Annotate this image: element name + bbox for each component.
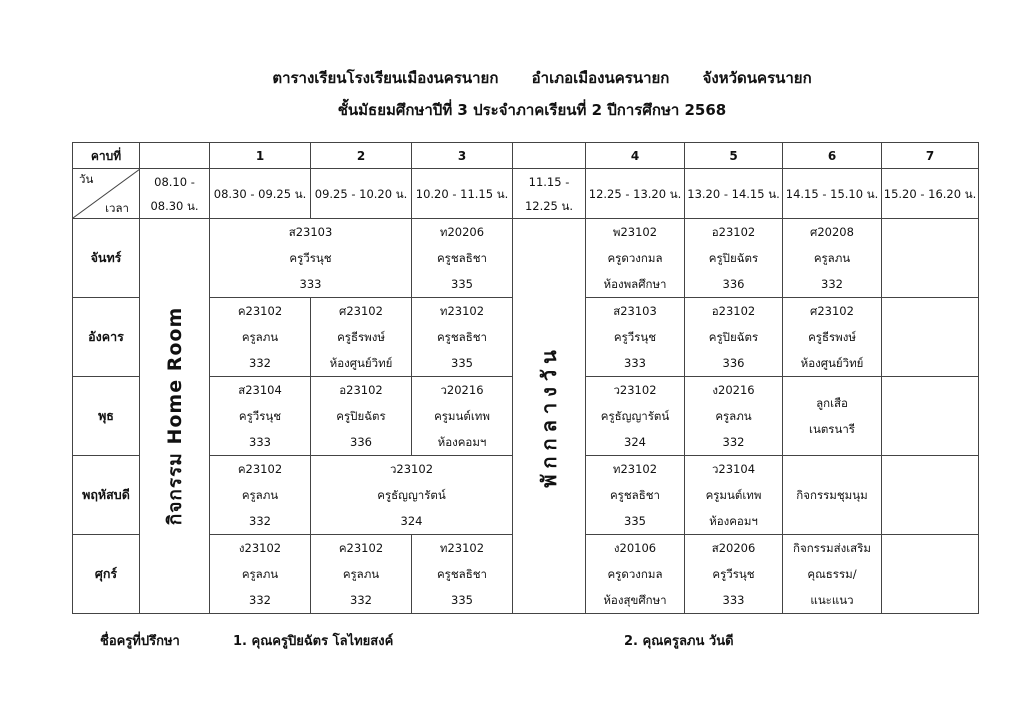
period-5: 5: [685, 143, 783, 169]
class-cell: ส23103 ครูวีรนุช 333: [210, 219, 412, 298]
empty-cell: [882, 535, 979, 614]
class-cell: อ23102 ครูปิยฉัตร 336: [685, 219, 783, 298]
empty-cell: [882, 456, 979, 535]
homeroom-label: กิจกรรม Home Room: [163, 306, 186, 526]
title-line-1: [30, 66, 1024, 90]
period-3: 3: [412, 143, 513, 169]
row-monday: [73, 219, 979, 298]
class-cell: ส23104 ครูวีรนุช 333: [210, 377, 311, 456]
period-7: 7: [882, 143, 979, 169]
period-1: 1: [210, 143, 311, 169]
time-6: 14.15 - 15.10 น.: [783, 169, 882, 219]
time-1: 08.30 - 09.25 น.: [210, 169, 311, 219]
time-4: 12.25 - 13.20 น.: [586, 169, 685, 219]
day-thursday: พฤหัสบดี: [73, 456, 140, 535]
class-cell: ส20206 ครูวีรนุช 333: [685, 535, 783, 614]
class-cell: ง23102 ครูลภน 332: [210, 535, 311, 614]
period-2: 2: [311, 143, 412, 169]
class-cell: ค23102 ครูลภน 332: [210, 298, 311, 377]
class-cell: อ23102 ครูปิยฉัตร 336: [311, 377, 412, 456]
time-3: 10.20 - 11.15 น.: [412, 169, 513, 219]
class-cell: ท20206 ครูชลธิชา 335: [412, 219, 513, 298]
class-cell: ส23103 ครูวีรนุช 333: [586, 298, 685, 377]
homeroom-time: 08.10 - 08.30 น.: [140, 169, 210, 219]
class-cell: ศ23102 ครูธีรพงษ์ ห้องศูนย์วิทย์: [783, 298, 882, 377]
advisor-1: 1. คุณครูปิยฉัตร โลไทยสงค์: [233, 634, 394, 649]
day-tuesday: อังคาร: [73, 298, 140, 377]
district-name: อำเภอเมืองนครนายก: [531, 69, 670, 87]
empty-cell: [882, 219, 979, 298]
advisor-2: 2. คุณครูลภน วันดี: [624, 634, 734, 649]
period-header-row: [73, 143, 979, 169]
lunch-cell: [513, 219, 586, 614]
class-cell: ศ23102 ครูธีรพงษ์ ห้องศูนย์วิทย์: [311, 298, 412, 377]
title-line-2: ชั้นมัธยมศึกษาปีที่ 3 ประจำภาคเรียนที่ 2 ปีการศึกษา 2568: [337, 101, 727, 119]
class-cell: กิจกรรมชุมนุม: [783, 456, 882, 535]
empty-cell: [882, 298, 979, 377]
time-2: 09.25 - 10.20 น.: [311, 169, 412, 219]
time-axis-label: เวลา: [105, 201, 129, 215]
day-axis-label: วัน: [79, 172, 94, 186]
class-cell: ว23102 ครูธัญญารัตน์ 324: [586, 377, 685, 456]
day-wednesday: พุธ: [73, 377, 140, 456]
class-cell: ค23102 ครูลภน 332: [210, 456, 311, 535]
lunch-header-blank: [513, 143, 586, 169]
class-cell: กิจกรรมส่งเสริม คุณธรรม/ แนะแนว: [783, 535, 882, 614]
lunch-time: 11.15 - 12.25 น.: [513, 169, 586, 219]
class-cell: ลูกเสือ เนตรนารี: [783, 377, 882, 456]
class-cell: ท23102 ครูชลธิชา 335: [412, 298, 513, 377]
province-name: จังหวัดนครนายก: [702, 69, 812, 87]
class-cell: ท23102 ครูชลธิชา 335: [586, 456, 685, 535]
period-label: คาบที่: [73, 143, 140, 169]
class-cell: ศ20208 ครูลภน 332: [783, 219, 882, 298]
lunch-label: พักกลางวัน: [537, 344, 561, 488]
class-cell: ว23104 ครูมนต์เทพ ห้องคอมฯ: [685, 456, 783, 535]
class-cell: ค23102 ครูลภน 332: [311, 535, 412, 614]
day-friday: ศุกร์: [73, 535, 140, 614]
day-time-corner: [73, 169, 140, 219]
class-cell: ท23102 ครูชลธิชา 335: [412, 535, 513, 614]
time-row: [73, 169, 979, 219]
class-cell: ว20216 ครูมนต์เทพ ห้องคอมฯ: [412, 377, 513, 456]
class-cell: พ23102 ครูดวงกมล ห้องพลศึกษา: [586, 219, 685, 298]
time-5: 13.20 - 14.15 น.: [685, 169, 783, 219]
timetable: [72, 142, 979, 614]
class-cell: ง20106 ครูดวงกมล ห้องสุขศึกษา: [586, 535, 685, 614]
homeroom-cell: [140, 219, 210, 614]
class-cell: ง20216 ครูลภน 332: [685, 377, 783, 456]
period-4: 4: [586, 143, 685, 169]
day-monday: จันทร์: [73, 219, 140, 298]
advisor-label: ชื่อครูที่ปรึกษา: [100, 634, 180, 649]
homeroom-header-blank: [140, 143, 210, 169]
empty-cell: [882, 377, 979, 456]
class-cell: ว23102 ครูธัญญารัตน์ 324: [311, 456, 513, 535]
class-cell: อ23102 ครูปิยฉัตร 336: [685, 298, 783, 377]
time-7: 15.20 - 16.20 น.: [882, 169, 979, 219]
school-name: ตารางเรียนโรงเรียนเมืองนครนายก: [272, 69, 499, 87]
period-6: 6: [783, 143, 882, 169]
